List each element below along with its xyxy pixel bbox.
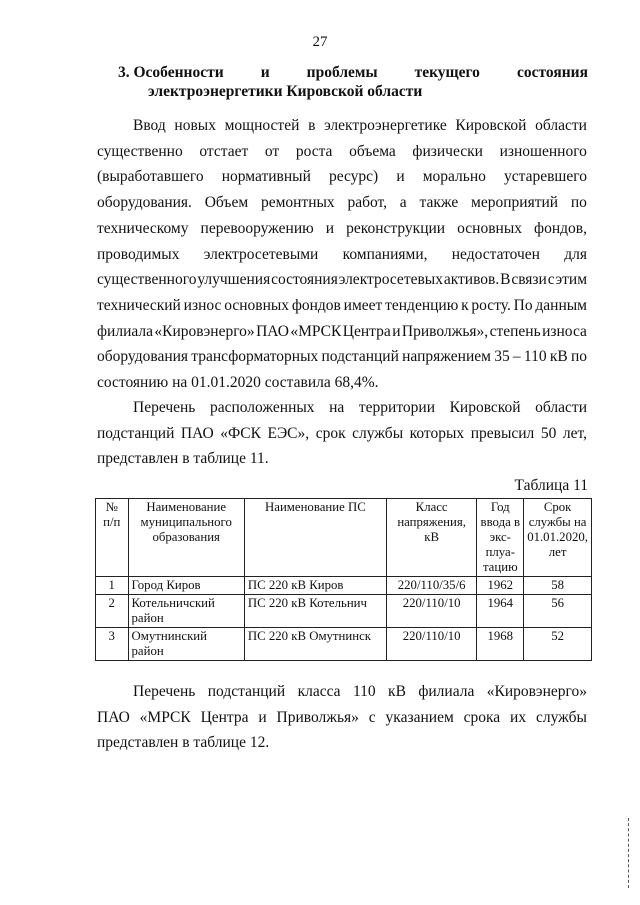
heading-word: текущего — [414, 64, 480, 81]
paragraph-last-line: представлен в таблице 11. — [97, 450, 269, 468]
word: 50 — [540, 424, 557, 442]
heading-line-2: электроэнергетики Кировской области — [148, 83, 423, 100]
word: (выработавшего — [97, 168, 204, 186]
word: и — [258, 708, 267, 726]
word: этим — [555, 271, 587, 289]
word: износ — [183, 296, 222, 314]
word: и — [325, 219, 335, 237]
cell-substation: ПС 220 кВ Котельнич — [244, 595, 386, 628]
word: 110 — [352, 683, 376, 700]
word: расположенных — [209, 399, 315, 416]
paragraph-3 — [97, 679, 587, 756]
word: активов. — [443, 271, 500, 289]
word: основных — [457, 219, 522, 237]
heading-word: состояния — [516, 64, 588, 81]
word: ПАО — [180, 424, 214, 442]
substations-table — [95, 498, 592, 661]
cell-substation: ПС 220 кВ Омутнинск — [244, 628, 386, 661]
word: и — [396, 168, 405, 186]
paragraph-line — [97, 242, 587, 268]
word: физически — [412, 142, 483, 160]
word: ресурс) — [328, 168, 379, 186]
cell-year: 1962 — [477, 577, 524, 595]
word: – — [512, 348, 521, 366]
cell-municipality: Город Киров — [128, 577, 244, 595]
paragraph-2 — [97, 395, 587, 472]
paragraph-line — [97, 421, 587, 447]
word: Перечень — [133, 399, 196, 416]
paragraph-line — [97, 344, 587, 370]
header-service-life: Срок службы на 01.01.2020, лет — [524, 499, 592, 577]
word: степень — [489, 322, 541, 340]
paragraph-line — [97, 319, 587, 345]
word: нормативный — [221, 168, 311, 186]
header-number: № п/п — [96, 499, 129, 577]
word: изношенного — [499, 142, 587, 160]
word: электросетевыми — [203, 245, 319, 263]
word: ремонтных — [260, 194, 335, 212]
cell-voltage: 220/110/35/6 — [386, 577, 476, 595]
word: реконструкции — [346, 219, 446, 237]
word: электросетевых — [338, 271, 443, 289]
word: ПАО — [97, 708, 130, 726]
word: проводимых — [97, 245, 180, 263]
word: перевооружению — [200, 219, 314, 237]
cell-voltage: 220/110/10 — [386, 595, 476, 628]
word: с — [547, 271, 555, 289]
word: срок — [315, 424, 346, 442]
word: устаревшего — [503, 168, 587, 186]
word: Объем — [204, 194, 249, 212]
word: службы — [535, 708, 587, 726]
paragraph-last-line: состоянию на 01.01.2020 составила 68,4%. — [97, 374, 379, 392]
word: техническому — [97, 219, 189, 237]
word: также — [419, 194, 459, 212]
word: данным — [535, 296, 587, 314]
word: Перечень — [133, 683, 196, 700]
word: подстанций — [97, 424, 175, 442]
word: срока — [463, 708, 501, 726]
paragraph-line — [97, 679, 587, 705]
word: филиала — [418, 683, 475, 700]
word: Кировской — [449, 399, 521, 416]
word: компаниями, — [342, 245, 428, 263]
cell-year: 1964 — [477, 595, 524, 628]
cell-municipality: Котельничский район — [128, 595, 244, 628]
word: области — [535, 399, 587, 416]
word: По — [513, 296, 533, 314]
word: 35 — [494, 348, 510, 366]
page-number: 27 — [312, 34, 328, 50]
word: электроэнергетике — [324, 117, 447, 134]
word: отстает — [199, 142, 249, 160]
header-substation: Наименование ПС — [244, 499, 386, 577]
word: объема — [349, 142, 396, 160]
word: службы — [352, 424, 404, 442]
word: Центра — [200, 708, 249, 726]
paragraph-line — [97, 293, 587, 319]
word: превысил — [470, 424, 535, 442]
word: «ФСК — [220, 424, 261, 442]
paragraph-line — [97, 395, 587, 421]
margin-mark — [628, 818, 630, 888]
word: фондов — [291, 296, 341, 314]
word: износа — [542, 322, 587, 340]
word: роста — [295, 142, 333, 160]
word: которых — [409, 424, 465, 442]
word: подстанций — [321, 348, 399, 366]
word: на — [329, 399, 345, 416]
word: технический — [97, 296, 181, 314]
word: по — [570, 348, 587, 366]
word: филиала — [97, 322, 153, 340]
word: в — [308, 117, 316, 134]
word: к — [461, 296, 469, 314]
cell-year: 1968 — [477, 628, 524, 661]
word: связи — [511, 271, 547, 289]
table-caption: Таблица 11 — [514, 477, 588, 494]
heading-word: 3. Особенности — [118, 64, 224, 81]
word: территории — [358, 399, 435, 416]
word: работ, — [347, 194, 387, 212]
cell-service-life: 56 — [524, 595, 592, 628]
word: напряжением — [402, 348, 491, 366]
cell-number: 1 — [96, 577, 129, 595]
word: Кировской — [455, 117, 527, 134]
word: кВ — [388, 683, 406, 700]
word: оборудования. — [97, 194, 192, 212]
paragraph-last-line: представлен в таблице 12. — [97, 734, 270, 752]
cell-voltage: 220/110/10 — [386, 628, 476, 661]
word: состояния — [271, 271, 338, 289]
header-municipality: Наименование муниципального образования — [128, 499, 244, 577]
table-row — [96, 628, 592, 661]
word: по — [570, 194, 587, 212]
word: существенного — [97, 271, 197, 289]
word: класса — [297, 683, 341, 700]
header-voltage: Класс напряжения, кВ — [386, 499, 476, 577]
paragraph-1 — [97, 113, 587, 396]
word: Приволжья», — [401, 322, 489, 340]
word: 110 — [523, 348, 547, 366]
word: их — [510, 708, 527, 726]
cell-municipality: Омутнинский район — [128, 628, 244, 661]
word: «МРСК — [139, 708, 191, 726]
word: улучшения — [197, 271, 271, 289]
heading-word: и — [260, 64, 270, 81]
word: подстанций — [207, 683, 286, 700]
word: Центра — [342, 322, 391, 340]
word: от — [264, 142, 280, 160]
cell-number: 3 — [96, 628, 129, 661]
paragraph-line — [97, 705, 587, 731]
word: мероприятий — [471, 194, 559, 212]
cell-substation: ПС 220 кВ Киров — [244, 577, 386, 595]
word: указанием — [385, 708, 454, 726]
word: ЕЭС», — [267, 424, 310, 442]
word: морально — [422, 168, 486, 186]
paragraph-line — [97, 164, 587, 190]
cell-service-life: 52 — [524, 628, 592, 661]
word: фондов, — [534, 219, 587, 237]
word: мощностей — [224, 117, 300, 134]
word: основных — [224, 296, 290, 314]
word: имеет — [343, 296, 383, 314]
word: новых — [174, 117, 216, 134]
word: «МРСК — [290, 322, 342, 340]
cell-number: 2 — [96, 595, 129, 628]
word: ПАО — [256, 322, 289, 340]
cell-service-life: 58 — [524, 577, 592, 595]
heading-word: проблемы — [306, 64, 378, 81]
word: и — [392, 322, 401, 340]
word: с — [368, 708, 376, 726]
word: оборудования — [97, 348, 189, 366]
heading-line-1 — [118, 63, 588, 82]
word: трансформаторных — [191, 348, 319, 366]
header-year: Год ввода в экс-плуа-тацию — [477, 499, 524, 577]
paragraph-line — [97, 267, 587, 293]
word: Ввод — [133, 117, 166, 134]
word: росту. — [471, 296, 511, 314]
table-row — [96, 595, 592, 628]
word: В — [500, 271, 511, 289]
table-row — [96, 577, 592, 595]
paragraph-line — [97, 216, 587, 242]
word: области — [535, 117, 587, 134]
word: а — [399, 194, 407, 212]
word: кВ — [549, 348, 568, 366]
word: «Кировэнерго» — [154, 322, 255, 340]
word: «Кировэнерго» — [486, 683, 587, 700]
paragraph-line — [97, 139, 587, 165]
table-header-row — [96, 499, 592, 577]
paragraph-line — [97, 190, 587, 216]
word: лет, — [562, 424, 587, 442]
word: тенденцию — [385, 296, 459, 314]
paragraph-line — [97, 113, 587, 139]
word: Приволжья» — [276, 708, 359, 726]
word: для — [564, 245, 587, 263]
section-heading — [118, 63, 588, 101]
word: недостаточен — [451, 245, 540, 263]
word: существенно — [97, 142, 183, 160]
